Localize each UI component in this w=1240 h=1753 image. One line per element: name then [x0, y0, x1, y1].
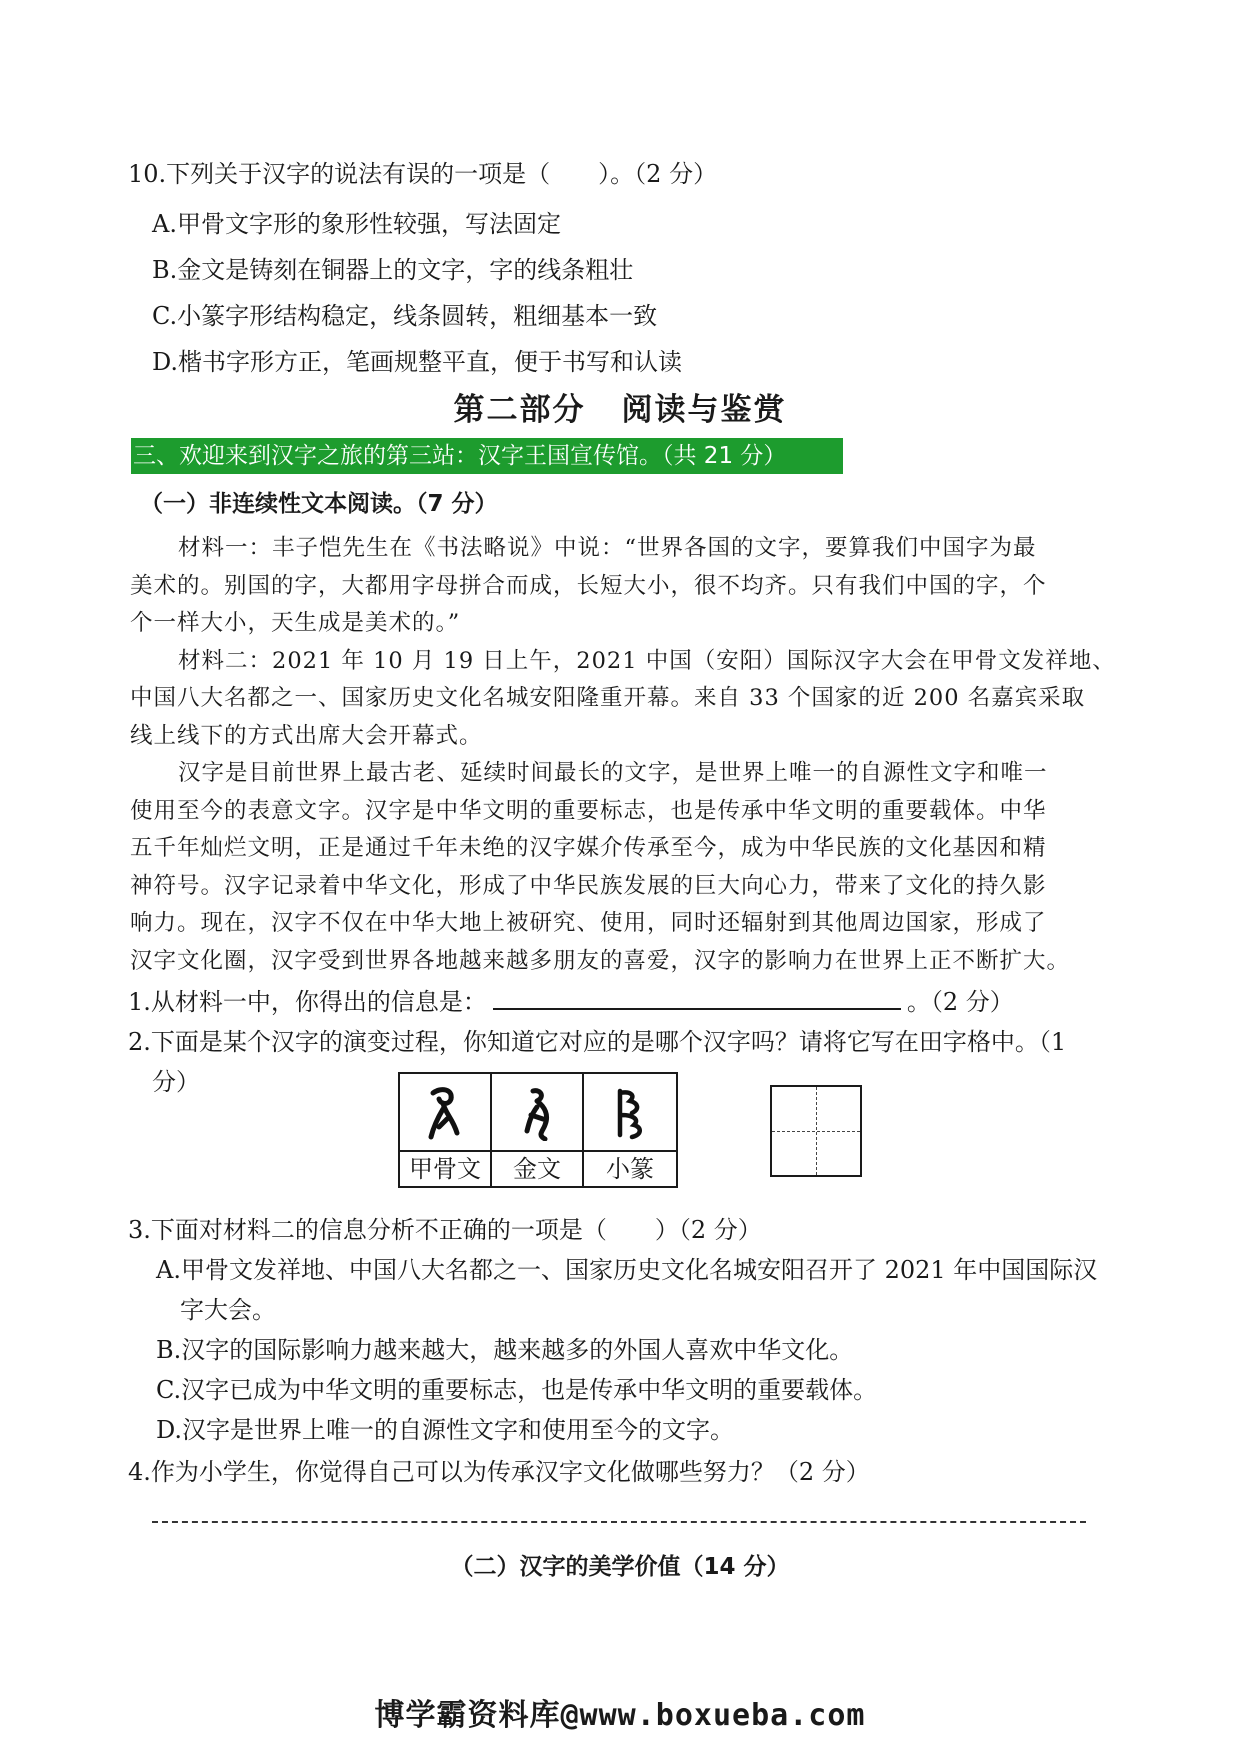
jiaguwen-glyph	[423, 1085, 467, 1141]
subsection2-title: （二）汉字的美学价值（14 分）	[450, 1554, 790, 1580]
material2-para2-line: 汉字是目前世界上最古老、延续时间最长的文字，是世界上唯一的自源性文字和唯一	[178, 760, 1048, 786]
part2-title-number: 第二部分	[453, 392, 586, 428]
q10-option-c: C.小篆字形结构稳定，线条圆转，粗细基本一致	[152, 302, 658, 330]
footer-watermark: 博学霸资料库@www.boxueba.com	[374, 1698, 866, 1733]
material2-para2-line: 五千年灿烂文明，正是通过千年未绝的汉字媒介传承至今，成为中华民族的文化基因和精	[130, 835, 1047, 861]
q10-option-d: D.楷书字形方正，笔画规整平直，便于书写和认读	[152, 348, 683, 376]
q2-stem-cont: 分）	[152, 1068, 200, 1096]
q3-option-a: A.甲骨文发祥地、中国八大名都之一、国家历史文化名城安阳召开了 2021 年中国国际汉	[156, 1256, 1098, 1284]
q3-option-b: B.汉字的国际影响力越来越大，越来越多的外国人喜欢中华文化。	[156, 1336, 854, 1364]
q1-answer-blank[interactable]	[493, 988, 901, 1010]
label-xiaozhuan: 小篆	[584, 1150, 676, 1186]
q4-answer-line[interactable]	[152, 1521, 1086, 1523]
part2-title	[0, 384, 1240, 429]
evolution-cell-xiaozhuan	[584, 1074, 676, 1186]
material1-line: 美术的。别国的字，大都用字母拼合而成，长短大小，很不均齐。只有我们中国的字，个	[130, 573, 1047, 599]
q1-prefix: 1.从材料一中，你得出的信息是：	[128, 988, 487, 1016]
q3-stem: 3.下面对材料二的信息分析不正确的一项是（ ）（2 分）	[128, 1216, 762, 1244]
tianzige-vertical-guide	[816, 1087, 817, 1175]
q2-stem: 2.下面是某个汉字的演变过程，你知道它对应的是哪个汉字吗？请将它写在田字格中。（1	[128, 1028, 1067, 1056]
jinwen-glyph	[515, 1085, 559, 1141]
material2-para2-line: 使用至今的表意文字。汉字是中华文明的重要标志，也是传承中华文明的重要载体。中华	[130, 798, 1047, 824]
label-jinwen: 金文	[492, 1150, 582, 1186]
material2-para2-line: 汉字文化圈，汉字受到世界各地越来越多朋友的喜爱，汉字的影响力在世界上正不断扩大。	[130, 948, 1071, 974]
q10-option-a: A.甲骨文字形的象形性较强，写法固定	[152, 210, 561, 238]
material1-line: 材料一：丰子恺先生在《书法略说》中说：“世界各国的文字，要算我们中国字为最	[178, 535, 1037, 561]
jiaguwen-glyph-image	[400, 1074, 490, 1152]
material2-line: 材料二：2021 年 10 月 19 日上午，2021 中国（安阳）国际汉字大会在甲骨文发祥地、	[178, 648, 1116, 674]
material2-para2-line: 响力。现在，汉字不仅在中华大地上被研究、使用，同时还辐射到其他周边国家，形成了	[130, 910, 1047, 936]
material2-line: 线上线下的方式出席大会开幕式。	[130, 723, 483, 749]
material1-line: 个一样大小，天生成是美术的。”	[130, 610, 461, 636]
character-evolution-table	[398, 1072, 678, 1188]
label-jiaguwen: 甲骨文	[400, 1150, 490, 1186]
tianzige-answer-box[interactable]	[770, 1085, 862, 1177]
xiaozhuan-glyph-image	[584, 1074, 676, 1152]
section3-banner: 三、欢迎来到汉字之旅的第三站：汉字王国宣传馆。（共 21 分）	[131, 438, 843, 474]
evolution-cell-jinwen	[492, 1074, 584, 1186]
jinwen-glyph-image	[492, 1074, 582, 1152]
subsection1-title: （一）非连续性文本阅读。（7 分）	[140, 491, 498, 517]
evolution-cell-jiaguwen	[400, 1074, 492, 1186]
material2-line: 中国八大名都之一、国家历史文化名城安阳隆重开幕。来自 33 个国家的近 200 名嘉宾采取	[130, 685, 1086, 711]
q4-stem: 4.作为小学生，你觉得自己可以为传承汉字文化做哪些努力？（2 分）	[128, 1458, 870, 1486]
q3-option-d: D.汉字是世界上唯一的自源性文字和使用至今的文字。	[156, 1416, 735, 1444]
q1-suffix: 。（2 分）	[906, 988, 1014, 1016]
q10-option-b: B.金文是铸刻在铜器上的文字，字的线条粗壮	[152, 256, 634, 284]
material2-para2-line: 神符号。汉字记录着中华文化，形成了中华民族发展的巨大向心力，带来了文化的持久影	[130, 873, 1047, 899]
q10-stem: 10.下列关于汉字的说法有误的一项是（ ）。（2 分）	[128, 160, 718, 188]
part2-title-name: 阅读与鉴赏	[621, 392, 787, 428]
xiaozhuan-glyph	[608, 1085, 652, 1141]
q3-option-c: C.汉字已成为中华文明的重要标志，也是传承中华文明的重要载体。	[156, 1376, 878, 1404]
q1	[128, 982, 1014, 1017]
q3-option-a-cont: 字大会。	[180, 1296, 276, 1324]
